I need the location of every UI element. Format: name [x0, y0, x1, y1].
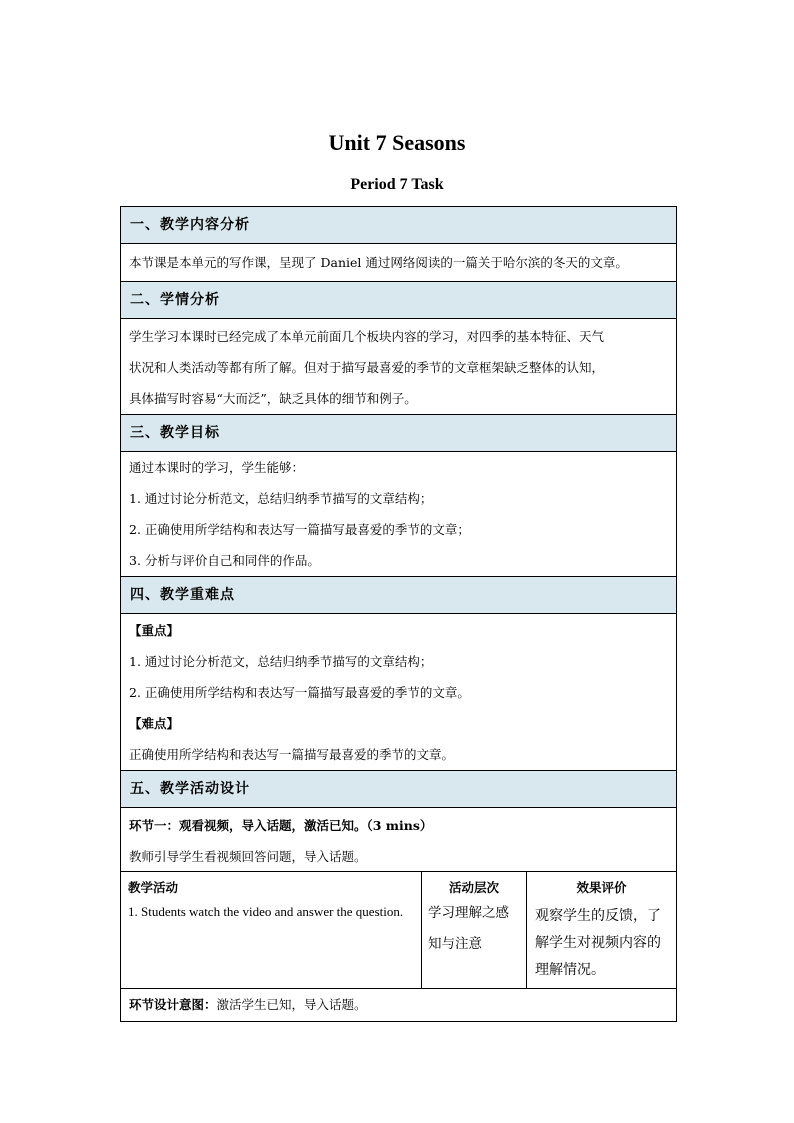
- text-line: 通过本课时的学习，学生能够：: [129, 460, 305, 475]
- section-heading-student-analysis: 二、学情分析: [121, 282, 676, 319]
- document-title: Unit 7 Seasons: [328, 130, 466, 155]
- section-body-content-analysis: [121, 244, 676, 282]
- section-heading-key-difficult-points: 四、教学重难点: [121, 577, 676, 614]
- activity-column: [121, 872, 422, 988]
- level-column: [422, 872, 527, 988]
- section-body-teaching-goals: [121, 452, 676, 577]
- evaluation-column-header: 效果评价: [576, 880, 627, 895]
- design-intent-text: 激活学生已知，导入话题。: [216, 997, 367, 1012]
- section-body-key-difficult-points: [121, 614, 676, 771]
- design-intent-row: [121, 989, 676, 1021]
- evaluation-column: [527, 872, 676, 988]
- level-column-text: 学习理解之感知与注意: [428, 905, 509, 952]
- activity-column-text: 1. Students watch the video and answer the question.: [128, 904, 404, 919]
- key-points-label: 【重点】: [129, 623, 180, 638]
- difficult-points-label: 【难点】: [129, 716, 180, 731]
- section-heading-activity-design: 五、教学活动设计: [121, 771, 676, 808]
- document-subtitle: Period 7 Task: [350, 176, 444, 193]
- activity-table: [121, 872, 676, 989]
- text-line: 学生学习本课时已经完成了本单元前面几个板块内容的学习，对四季的基本特征、天气: [129, 329, 605, 344]
- text-line: 2. 正确使用所学结构和表达写一篇描写最喜爱的季节的文章；: [129, 522, 470, 537]
- text-line: 状况和人类活动等都有所了解。但对于描写最喜爱的季节的文章框架缺乏整体的认知，: [129, 360, 605, 375]
- text-line: 具体描写时容易“大而泛”，缺乏具体的细节和例子。: [129, 391, 417, 406]
- text-line: 本节课是本单元的写作课，呈现了 Daniel 通过网络阅读的一篇关于哈尔滨的冬天的文章。: [129, 255, 628, 270]
- text-line: 2. 正确使用所学结构和表达写一篇描写最喜爱的季节的文章。: [129, 685, 470, 700]
- level-column-header: 活动层次: [448, 880, 499, 895]
- section-body-student-analysis: [121, 319, 676, 415]
- lesson-plan-table: [120, 206, 677, 1022]
- section-heading-teaching-goals: 三、教学目标: [121, 415, 676, 452]
- section-heading-content-analysis: 一、教学内容分析: [121, 207, 676, 244]
- text-line: 1. 通过讨论分析范文，总结归纳季节描写的文章结构；: [129, 491, 433, 506]
- step-title: 环节一：观看视频，导入话题，激活已知。（3 mins）: [129, 818, 433, 833]
- text-line: 1. 通过讨论分析范文，总结归纳季节描写的文章结构；: [129, 654, 433, 669]
- text-line: 3. 分析与评价自己和同伴的作品。: [129, 553, 320, 568]
- section-body-activity-step: [121, 808, 676, 872]
- activity-column-header: 教学活动: [128, 880, 179, 895]
- design-intent-label: 环节设计意图：: [129, 997, 217, 1012]
- evaluation-column-text: 观察学生的反馈，了解学生对视频内容的理解情况。: [535, 908, 661, 978]
- text-line: 正确使用所学结构和表达写一篇描写最喜爱的季节的文章。: [129, 747, 455, 762]
- step-description: 教师引导学生看视频回答问题，导入话题。: [129, 849, 367, 864]
